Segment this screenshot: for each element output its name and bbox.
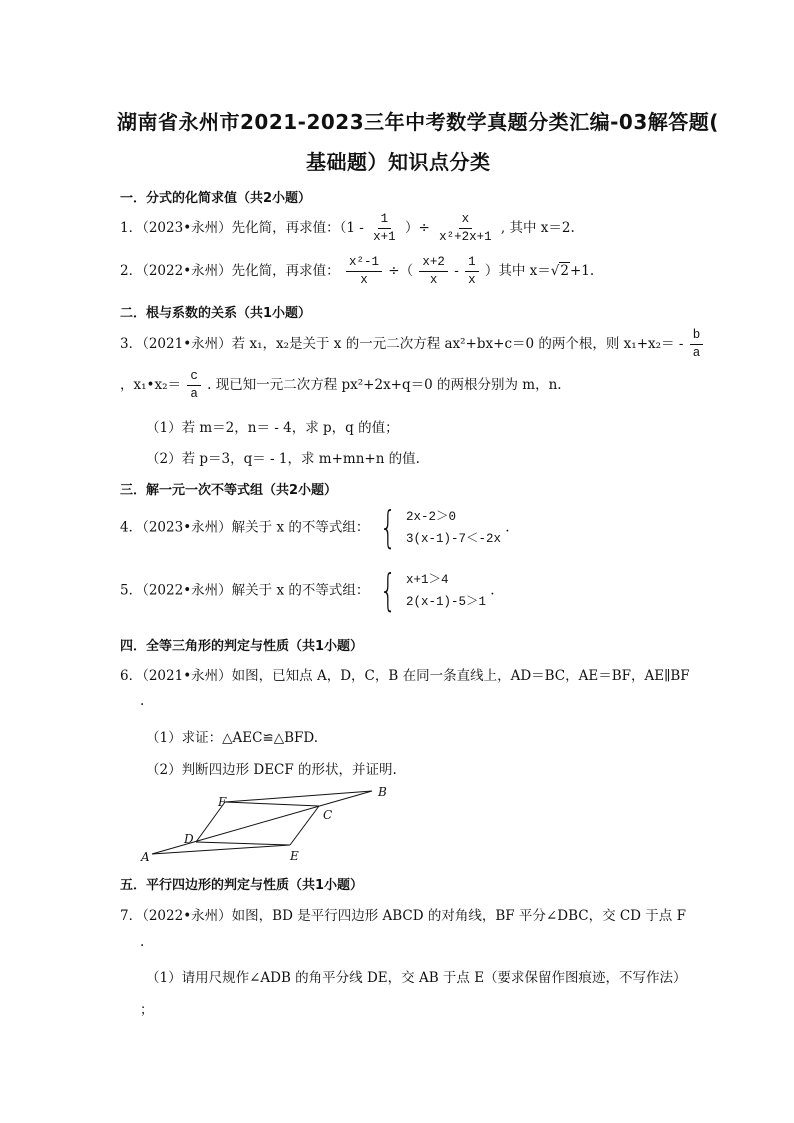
question-3-line2 xyxy=(120,369,562,402)
q6-geometry-figure xyxy=(130,782,410,866)
segment-DE xyxy=(196,842,290,845)
q2-sqrt-value: 2 xyxy=(560,263,569,279)
q6-part-1: （1）求证：△AEC≌△BFD. xyxy=(146,730,319,746)
q4-prefix: 4．（2023•永州）解关于 x 的不等式组： xyxy=(120,519,370,536)
segment-EC xyxy=(290,806,319,845)
segment-AE xyxy=(152,845,290,854)
q3-fraction-c-over-a: $\frac{c}{a}$ xyxy=(187,369,201,402)
section-heading-5: 五．平行四边形的判定与性质（共1小题） xyxy=(120,878,364,893)
q4-row-1: 2x-2＞0 xyxy=(405,510,456,524)
label-A: A xyxy=(141,850,150,864)
q2-mid: ÷（ xyxy=(388,263,414,279)
q5-prefix: 5．（2022•永州）解关于 x 的不等式组： xyxy=(120,582,370,599)
q5-row-2: 2(x-1)-5＞1 xyxy=(405,595,486,609)
q2-fraction-3: $\frac{1}{x}$ xyxy=(465,255,479,288)
page-title-line1: 湖南省永州市2021-2023三年中考数学真题分类汇编-03解答题( xyxy=(117,110,719,134)
q6-line-1: 6．（2021•永州）如图，已知点 A，D，C，B 在同一条直线上，AD＝BC，AE＝BF，AE∥BF xyxy=(120,668,690,684)
q4-row-2: 3(x-1)-7＜-2x xyxy=(405,532,501,546)
q2-suffix: ）其中 x＝ xyxy=(484,263,551,279)
q7-line-1-end: . xyxy=(140,934,145,950)
q4-system xyxy=(406,506,501,550)
q1-suffix: , 其中 x＝2. xyxy=(500,220,575,236)
q1-mid: ）÷ xyxy=(404,220,430,236)
section-heading-2: 二．根与系数的关系（共1小题） xyxy=(120,306,312,321)
q4-suffix: . xyxy=(505,519,510,536)
q3-line2-start: ，x₁•x₂＝ xyxy=(120,377,182,393)
q5-suffix: . xyxy=(490,582,495,599)
q2-fraction-2: $\frac{x+2}{x}$ xyxy=(419,255,448,288)
q3-line2-end: . 现已知一元二次方程 px²+2x+q＝0 的两根分别为 m，n. xyxy=(207,377,562,393)
label-E: E xyxy=(290,849,299,863)
q2-minus: - xyxy=(454,263,459,279)
question-3-line1 xyxy=(120,328,705,361)
segment-BF xyxy=(225,791,372,802)
left-brace-icon: { xyxy=(379,565,397,616)
sqrt-icon: √ xyxy=(550,263,560,279)
q6-part-2: （2）判断四边形 DECF 的形状，并证明. xyxy=(146,762,397,778)
page-title-line2: 基础题）知识点分类 xyxy=(306,150,491,174)
question-1 xyxy=(120,212,575,245)
question-4 xyxy=(120,502,510,553)
q5-system xyxy=(406,569,486,613)
q3-fraction-b-over-a: $\frac{b}{a}$ xyxy=(690,328,704,361)
q7-line-1: 7．（2022•永州）如图，BD 是平行四边形 ABCD 的对角线，BF 平分∠DBC，交 CD 于点 F xyxy=(120,908,686,924)
q7-part-1-end: ； xyxy=(140,1002,154,1018)
q1-prefix: 1．（2023•永州）先化简，再求值：（1 - xyxy=(120,220,364,236)
label-D: D xyxy=(184,832,194,846)
left-brace-icon: { xyxy=(379,502,397,553)
segment-FC xyxy=(225,802,319,806)
q5-row-1: x+1＞4 xyxy=(405,573,449,587)
section-heading-3: 三．解一元一次不等式组（共2小题） xyxy=(120,483,338,498)
label-B: B xyxy=(378,785,387,799)
q3-part-2: （2）若 p＝3，q＝ - 1，求 m+mn+n 的值. xyxy=(146,451,420,467)
q7-part-1: （1）请用尺规作∠ADB 的角平分线 DE，交 AB 于点 E（要求保留作图痕迹，不写作法） xyxy=(146,970,687,986)
q3-part-1: （1）若 m＝2，n＝ - 4，求 p，q 的值； xyxy=(146,420,399,436)
q6-line-1-end: . xyxy=(140,693,145,709)
question-5 xyxy=(120,565,495,616)
q1-fraction-1: $\frac{1}{x+1}$ xyxy=(373,212,396,244)
q3-line1: 3．（2021•永州）若 x₁，x₂是关于 x 的一元二次方程 ax²+bx+c＝0 的两个根，则 x₁+x₂＝ - xyxy=(120,336,684,352)
section-heading-4: 四．全等三角形的判定与性质（共1小题） xyxy=(120,639,364,654)
q2-tail: +1. xyxy=(569,263,595,279)
q2-prefix: 2．（2022•永州）先化简，再求值： xyxy=(120,263,340,279)
label-F: F xyxy=(218,795,227,809)
section-heading-1: 一．分式的化简求值（共2小题） xyxy=(120,191,312,206)
q2-fraction-1: $\frac{\text{x²-1}}{x}$ xyxy=(346,255,382,288)
q1-fraction-2: $\frac{x}{\text{x²+2x+1}}$ xyxy=(439,212,492,244)
label-C: C xyxy=(323,808,333,822)
question-2 xyxy=(120,255,594,288)
